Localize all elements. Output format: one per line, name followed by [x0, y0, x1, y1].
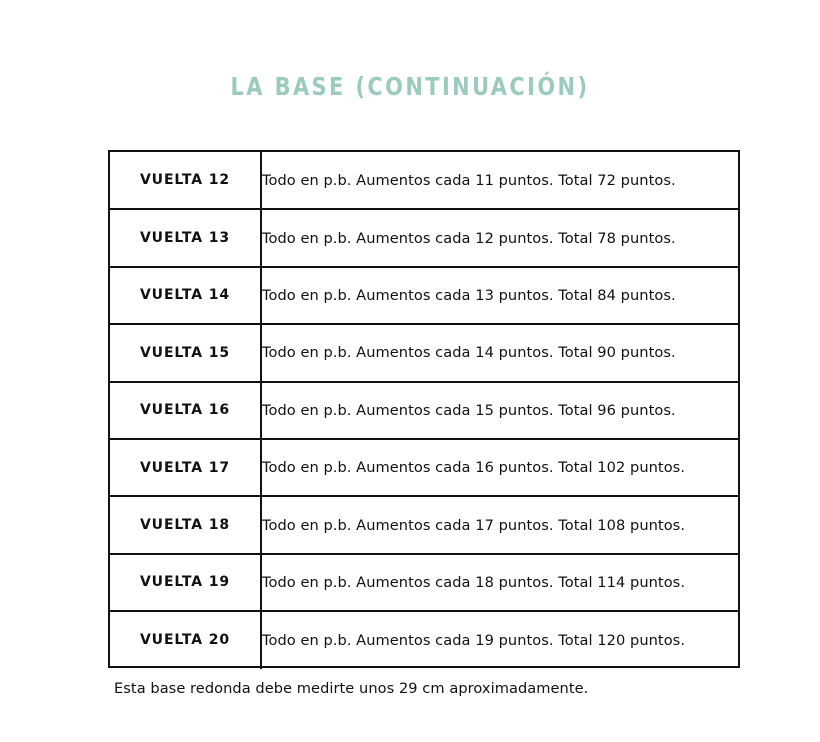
round-label-cell: VUELTA 14: [110, 267, 261, 324]
round-description-cell: Todo en p.b. Aumentos cada 14 puntos. Total 90 puntos.: [261, 324, 738, 381]
table-row: [110, 554, 738, 611]
round-description-cell: Todo en p.b. Aumentos cada 15 puntos. Total 96 puntos.: [261, 382, 738, 439]
round-label-cell: VUELTA 13: [110, 209, 261, 266]
table-row: [110, 209, 738, 266]
round-description-cell: Todo en p.b. Aumentos cada 16 puntos. Total 102 puntos.: [261, 439, 738, 496]
round-label-cell: VUELTA 20: [110, 611, 261, 668]
round-description-cell: Todo en p.b. Aumentos cada 13 puntos. Total 84 puntos.: [261, 267, 738, 324]
table-row: [110, 439, 738, 496]
round-description-cell: Todo en p.b. Aumentos cada 19 puntos. Total 120 puntos.: [261, 611, 738, 668]
measurement-note: Esta base redonda debe medirte unos 29 cm aproximadamente.: [114, 680, 589, 697]
round-label-cell: VUELTA 15: [110, 324, 261, 381]
round-description-cell: Todo en p.b. Aumentos cada 11 puntos. Total 72 puntos.: [262, 171, 676, 189]
round-label-cell: VUELTA 18: [110, 496, 261, 553]
table-row: [110, 152, 738, 209]
page-title: LA BASE (CONTINUACIÓN): [230, 72, 590, 101]
round-description-cell: Todo en p.b. Aumentos cada 12 puntos. Total 78 puntos.: [261, 209, 738, 266]
table-row: [110, 267, 738, 324]
rounds-table: [110, 152, 738, 669]
round-description-cell: Todo en p.b. Aumentos cada 17 puntos. Total 108 puntos.: [261, 496, 738, 553]
table-row: [110, 382, 738, 439]
rounds-table-container: [108, 150, 740, 668]
round-label-cell: VUELTA 17: [110, 439, 261, 496]
round-label-cell: VUELTA 16: [110, 382, 261, 439]
round-description-cell: Todo en p.b. Aumentos cada 18 puntos. Total 114 puntos.: [261, 554, 738, 611]
round-label-cell: VUELTA 12: [110, 152, 261, 209]
table-row: [110, 611, 738, 668]
table-row: [110, 324, 738, 381]
round-label-cell: VUELTA 19: [110, 554, 261, 611]
table-row: [110, 496, 738, 553]
rounds-table-body: [110, 152, 738, 669]
